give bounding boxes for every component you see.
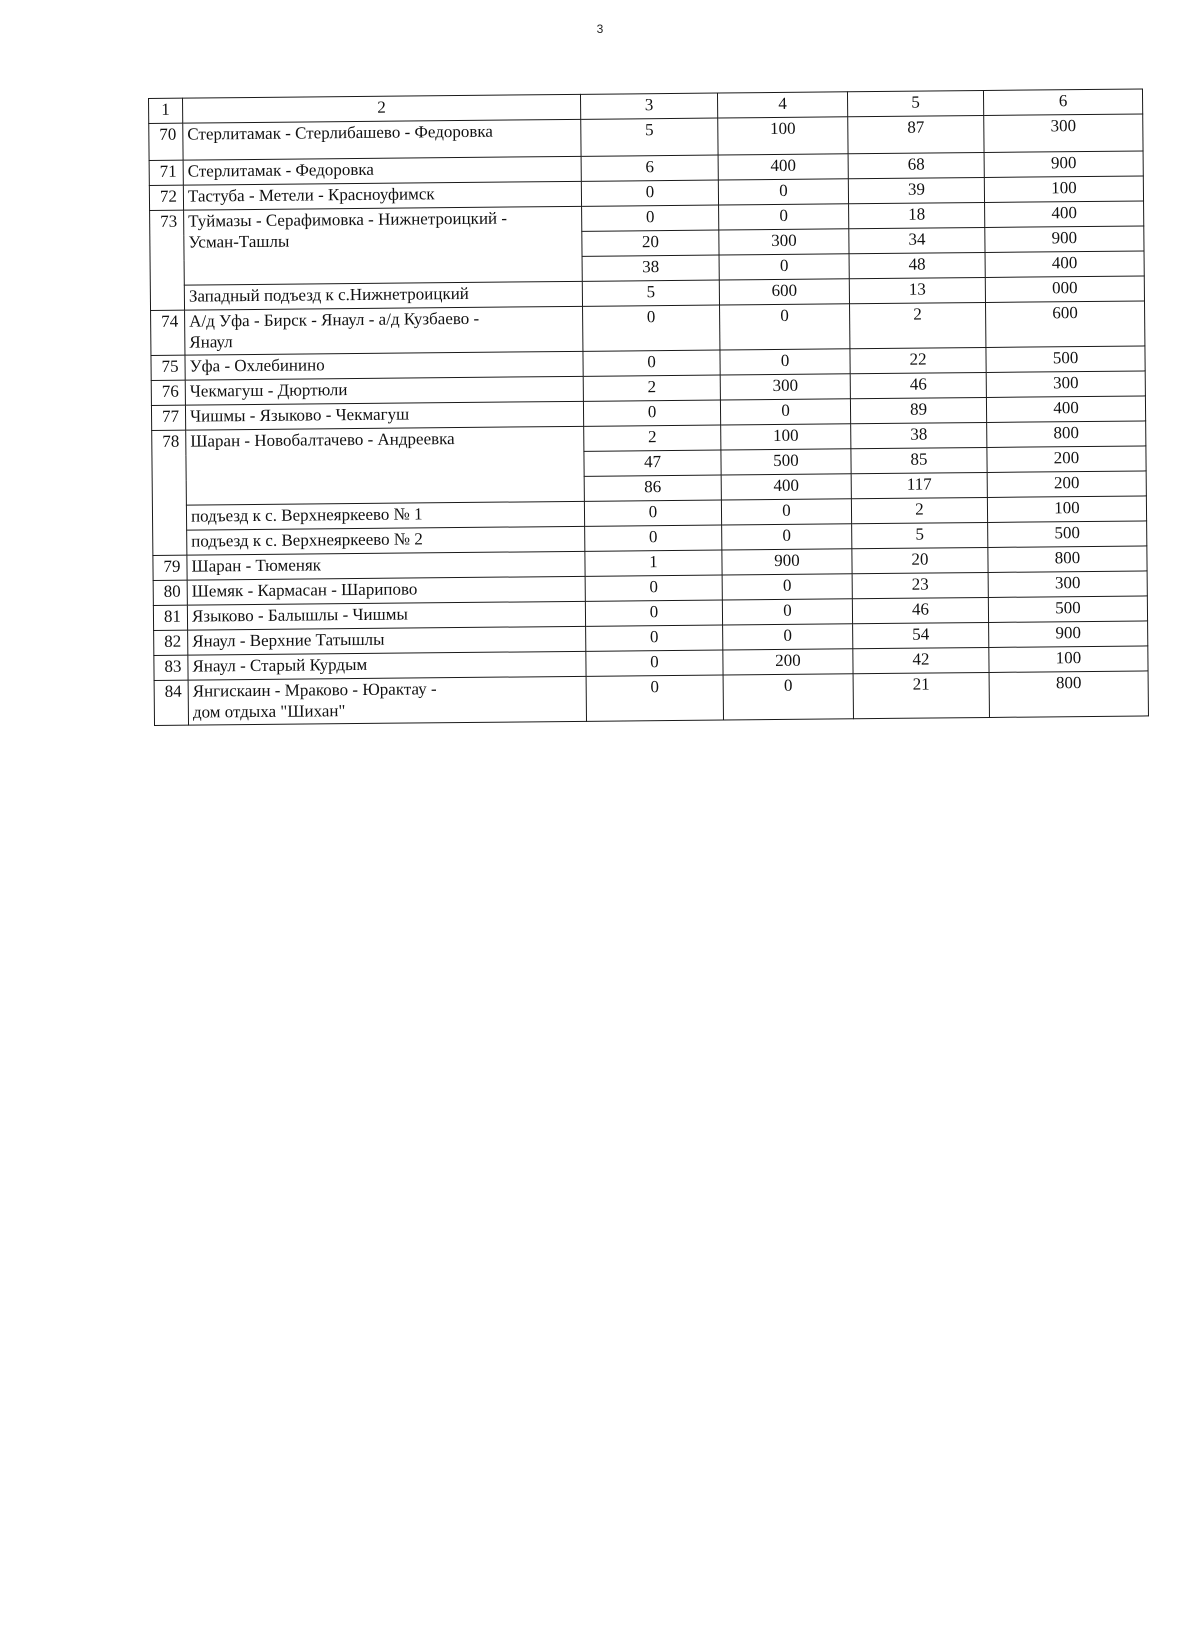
cell-c3: 1 <box>585 550 722 576</box>
cell-c4: 0 <box>722 524 852 550</box>
cell-c5: 89 <box>850 397 986 423</box>
road-name: Шемяк - Кармасан - Шарипово <box>187 576 585 605</box>
row-index: 71 <box>149 160 183 185</box>
cell-c5: 68 <box>848 152 984 178</box>
cell-c3: 6 <box>581 155 718 181</box>
cell-c3: 47 <box>584 450 721 476</box>
header-cell: 2 <box>183 94 581 123</box>
cell-c6: 900 <box>984 151 1143 178</box>
road-table <box>148 88 1149 726</box>
cell-c4: 100 <box>718 117 848 155</box>
header-cell: 6 <box>983 89 1142 116</box>
cell-c5: 46 <box>852 597 988 623</box>
row-index: 80 <box>153 580 187 605</box>
sub-road-name: подъезд к с. Верхнеяркеево № 1 <box>186 501 584 530</box>
cell-c3: 38 <box>582 255 719 281</box>
cell-c4: 400 <box>718 154 848 180</box>
cell-c4: 0 <box>722 599 852 625</box>
cell-c3: 0 <box>583 305 720 351</box>
cell-c4: 0 <box>719 204 849 230</box>
cell-c5: 38 <box>851 422 987 448</box>
cell-c6: 800 <box>989 671 1148 718</box>
row-index: 84 <box>154 680 188 725</box>
cell-c5: 87 <box>848 115 984 153</box>
cell-c6: 900 <box>989 621 1148 648</box>
row-index: 79 <box>153 555 187 580</box>
header-cell: 5 <box>847 90 983 116</box>
cell-c6: 500 <box>988 521 1147 548</box>
cell-c6: 000 <box>985 276 1144 303</box>
cell-c4: 0 <box>720 399 850 425</box>
road-name: Уфа - Охлебинино <box>185 351 583 380</box>
row-index: 82 <box>154 630 188 655</box>
road-name: Янаул - Старый Курдым <box>188 651 586 680</box>
sub-road-name: Западный подъезд к с.Нижнетроицкий <box>184 281 582 310</box>
cell-c3: 0 <box>586 675 723 721</box>
road-name: Янаул - Верхние Татышлы <box>188 626 586 655</box>
cell-c5: 39 <box>848 177 984 203</box>
cell-c3: 86 <box>584 475 721 501</box>
cell-c5: 22 <box>850 347 986 373</box>
cell-c6: 200 <box>987 471 1146 498</box>
cell-c5: 2 <box>850 302 986 348</box>
cell-c3: 0 <box>583 400 720 426</box>
cell-c6: 100 <box>984 176 1143 203</box>
cell-c4: 0 <box>720 349 850 375</box>
cell-c5: 20 <box>852 547 988 573</box>
cell-c3: 0 <box>583 350 720 376</box>
row-index: 81 <box>153 605 187 630</box>
cell-c5: 23 <box>852 572 988 598</box>
road-name: Стерлитамак - Стерлибашево - Федоровка <box>183 119 581 160</box>
road-name: Стерлитамак - Федоровка <box>183 156 581 185</box>
header-cell: 3 <box>580 93 717 119</box>
cell-c6: 900 <box>985 226 1144 253</box>
cell-c4: 0 <box>718 179 848 205</box>
cell-c4: 200 <box>723 649 853 675</box>
cell-c3: 0 <box>586 650 723 676</box>
cell-c3: 0 <box>584 500 721 526</box>
cell-c3: 5 <box>581 118 718 156</box>
cell-c3: 0 <box>581 180 718 206</box>
row-index: 76 <box>151 380 185 405</box>
cell-c5: 42 <box>853 647 989 673</box>
road-name: А/д Уфа - Бирск - Янаул - а/д Кузбаево - Янаул <box>185 306 583 355</box>
cell-c4: 0 <box>723 674 853 720</box>
cell-c4: 500 <box>721 449 851 475</box>
cell-c6: 300 <box>988 571 1147 598</box>
cell-c5: 46 <box>850 372 986 398</box>
row-index: 72 <box>149 185 183 210</box>
row-index: 75 <box>151 355 185 380</box>
road-name: Языково - Балышлы - Чишмы <box>187 601 585 630</box>
cell-c3: 2 <box>584 425 721 451</box>
row-index: 74 <box>151 310 185 355</box>
cell-c6: 400 <box>986 396 1145 423</box>
cell-c6: 500 <box>986 346 1145 373</box>
cell-c6: 400 <box>985 251 1144 278</box>
row-index: 77 <box>151 405 185 430</box>
road-name: Шаран - Новобалтачево - Андреевка <box>186 426 585 505</box>
cell-c6: 100 <box>987 496 1146 523</box>
row-index: 73 <box>150 210 185 310</box>
cell-c4: 300 <box>720 374 850 400</box>
cell-c3: 5 <box>582 280 719 306</box>
cell-c3: 0 <box>582 205 719 231</box>
cell-c6: 300 <box>986 371 1145 398</box>
cell-c3: 2 <box>583 375 720 401</box>
cell-c5: 54 <box>853 622 989 648</box>
cell-c6: 600 <box>986 301 1145 348</box>
road-name: Чекмагуш - Дюртюли <box>185 376 583 405</box>
cell-c5: 5 <box>852 522 988 548</box>
road-name: Туймазы - Серафимовка - Нижнетроицкий - Усман-Ташлы <box>184 206 583 285</box>
cell-c4: 0 <box>722 574 852 600</box>
row-index: 83 <box>154 655 188 680</box>
road-name: Тастуба - Метели - Красноуфимск <box>183 181 581 210</box>
road-name: Янгискаин - Мраково - Юрактау - дом отдыха "Шихан" <box>188 676 586 725</box>
row-index: 70 <box>149 123 183 160</box>
cell-c5: 48 <box>849 252 985 278</box>
page-number: 3 <box>596 22 604 36</box>
cell-c4: 0 <box>720 304 850 350</box>
road-name: Шаран - Тюменяк <box>187 551 585 580</box>
cell-c6: 500 <box>988 596 1147 623</box>
header-cell: 4 <box>717 92 847 118</box>
cell-c4: 300 <box>719 229 849 255</box>
cell-c5: 117 <box>851 472 987 498</box>
cell-c4: 400 <box>721 474 851 500</box>
header-cell: 1 <box>149 98 183 123</box>
sub-road-name: подъезд к с. Верхнеяркеево № 2 <box>187 526 585 555</box>
cell-c6: 800 <box>987 421 1146 448</box>
cell-c6: 200 <box>987 446 1146 473</box>
row-index: 78 <box>152 430 187 555</box>
cell-c5: 21 <box>853 672 989 718</box>
table-row <box>154 671 1148 726</box>
cell-c3: 0 <box>585 600 722 626</box>
cell-c4: 600 <box>719 279 849 305</box>
cell-c5: 85 <box>851 447 987 473</box>
cell-c4: 0 <box>719 254 849 280</box>
cell-c3: 0 <box>585 575 722 601</box>
cell-c4: 0 <box>721 499 851 525</box>
cell-c6: 300 <box>984 114 1143 153</box>
cell-c4: 100 <box>721 424 851 450</box>
cell-c5: 34 <box>849 227 985 253</box>
road-name: Чишмы - Языково - Чекмагуш <box>185 401 583 430</box>
cell-c3: 0 <box>586 625 723 651</box>
cell-c3: 0 <box>585 525 722 551</box>
cell-c6: 400 <box>985 201 1144 228</box>
cell-c4: 900 <box>722 549 852 575</box>
cell-c3: 20 <box>582 230 719 256</box>
cell-c6: 800 <box>988 546 1147 573</box>
cell-c6: 100 <box>989 646 1148 673</box>
cell-c5: 13 <box>849 277 985 303</box>
cell-c4: 0 <box>723 624 853 650</box>
cell-c5: 18 <box>849 202 985 228</box>
cell-c5: 2 <box>851 497 987 523</box>
